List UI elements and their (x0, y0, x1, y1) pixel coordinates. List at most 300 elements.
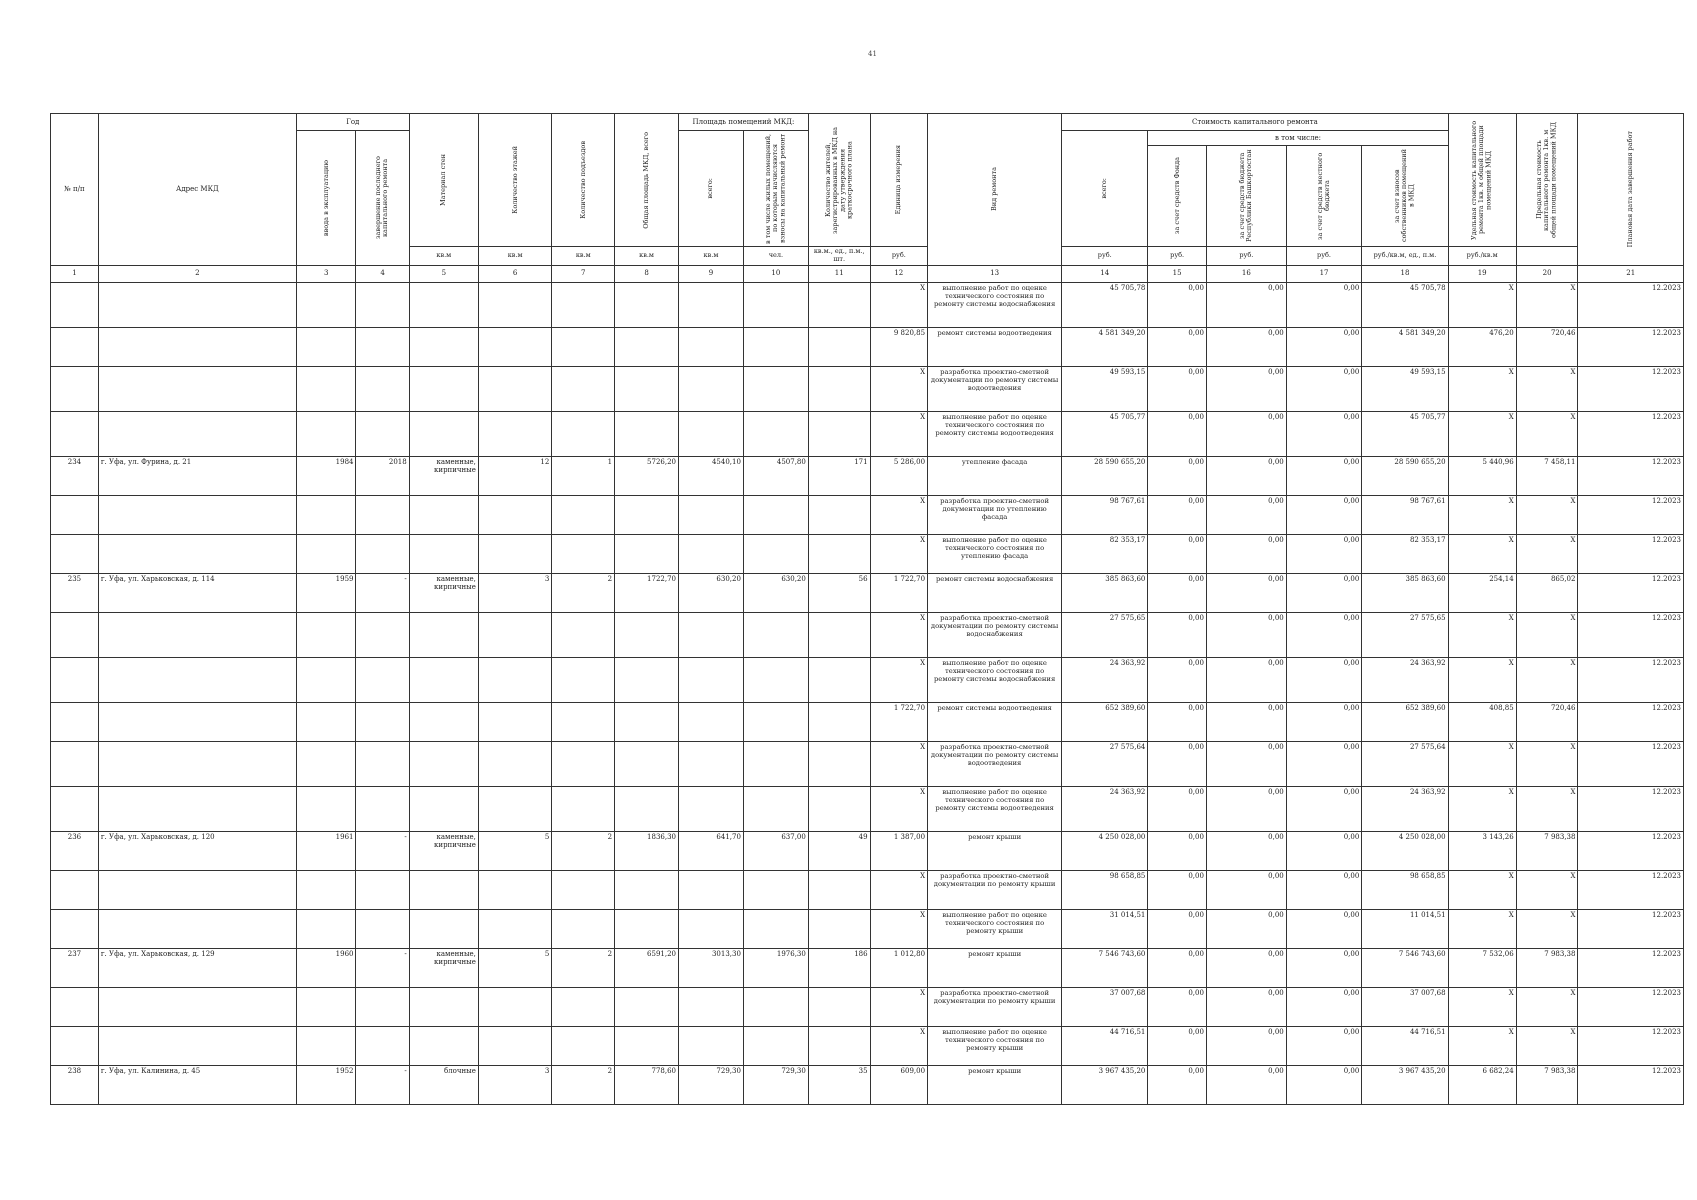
cost-republic-cell: 0,00 (1206, 612, 1286, 657)
wall-material-cell (409, 282, 478, 327)
wall-material-cell: каменные, кирпичные (409, 831, 478, 870)
cost-fund-cell: 0,00 (1148, 657, 1207, 702)
year-commission-cell (296, 1026, 356, 1065)
table-row (51, 948, 1684, 987)
deadline-cell: 12.2023 (1578, 366, 1684, 411)
unit-cost-cell: 3 143,26 (1448, 831, 1516, 870)
unit-quantity-cell: X (870, 1026, 927, 1065)
cost-total-cell: 3 967 435,20 (1062, 1065, 1148, 1104)
deadline-cell: 12.2023 (1578, 948, 1684, 987)
table-body (51, 265, 1684, 1104)
cost-total-cell: 7 546 743,60 (1062, 948, 1148, 987)
deadline-cell: 12.2023 (1578, 909, 1684, 948)
cost-local-cell: 0,00 (1286, 534, 1362, 573)
row-number-cell (51, 870, 99, 909)
limit-cost-cell: 720,46 (1516, 327, 1578, 366)
limit-cost-cell: X (1516, 741, 1578, 786)
address-cell (98, 282, 296, 327)
address-cell: г. Уфа, ул. Харьковская, д. 129 (98, 948, 296, 987)
cost-owners-cell: 82 353,17 (1362, 534, 1448, 573)
table-row (51, 702, 1684, 741)
address-cell: г. Уфа, ул. Калинина, д. 45 (98, 1065, 296, 1104)
year-commission-cell: 1984 (296, 456, 356, 495)
year-last-repair-cell (356, 870, 409, 909)
floors-cell (478, 909, 551, 948)
cost-fund-cell: 0,00 (1148, 702, 1207, 741)
year-commission-cell (296, 987, 356, 1026)
unit-quantity-cell: X (870, 741, 927, 786)
total-area-cell (615, 1026, 679, 1065)
floors-cell: 5 (478, 948, 551, 987)
unit-quantity-cell: X (870, 987, 927, 1026)
deadline-cell: 12.2023 (1578, 411, 1684, 456)
cost-fund-cell: 0,00 (1148, 870, 1207, 909)
year-commission-cell: 1952 (296, 1065, 356, 1104)
floors-cell (478, 1026, 551, 1065)
cost-local-cell: 0,00 (1286, 948, 1362, 987)
living-area-cell: 637,00 (743, 831, 808, 870)
limit-cost-cell: X (1516, 1026, 1578, 1065)
cost-fund-cell: 0,00 (1148, 456, 1207, 495)
year-last-repair-cell (356, 411, 409, 456)
column-number: 16 (1206, 265, 1286, 282)
work-type-cell: выполнение работ по оценке технического состояния по ремонту крыши (928, 909, 1062, 948)
limit-cost-cell: X (1516, 411, 1578, 456)
cost-owners-cell: 4 250 028,00 (1362, 831, 1448, 870)
residents-cell (808, 534, 870, 573)
living-area-cell (743, 282, 808, 327)
residents-cell (808, 657, 870, 702)
year-last-repair-cell (356, 282, 409, 327)
cost-local-cell: 0,00 (1286, 495, 1362, 534)
limit-cost-cell: X (1516, 657, 1578, 702)
unit-quantity-cell: X (870, 657, 927, 702)
table-row (51, 282, 1684, 327)
wall-material-cell (409, 870, 478, 909)
wall-material-cell (409, 786, 478, 831)
unit-cell: кв.м (615, 247, 679, 266)
address-cell (98, 870, 296, 909)
header-cost-local: за счет средств местного бюджета (1286, 146, 1362, 247)
entrances-cell (552, 909, 615, 948)
unit-cell: руб. (1148, 247, 1207, 266)
header-premises-living: в том числе жилых помещений, по которым начисляются взносы на капитальный ремонт (743, 131, 808, 247)
address-cell: г. Уфа, ул. Фурина, д. 21 (98, 456, 296, 495)
wall-material-cell (409, 1026, 478, 1065)
premises-area-cell (679, 366, 744, 411)
cost-republic-cell: 0,00 (1206, 948, 1286, 987)
column-number: 2 (98, 265, 296, 282)
year-last-repair-cell (356, 909, 409, 948)
year-commission-cell (296, 366, 356, 411)
unit-quantity-cell: X (870, 411, 927, 456)
entrances-cell (552, 741, 615, 786)
entrances-cell (552, 1026, 615, 1065)
address-cell (98, 702, 296, 741)
header-year-group: Год (296, 114, 409, 131)
total-area-cell (615, 702, 679, 741)
living-area-cell (743, 495, 808, 534)
residents-cell (808, 612, 870, 657)
cost-local-cell: 0,00 (1286, 786, 1362, 831)
table-row (51, 786, 1684, 831)
total-area-cell (615, 534, 679, 573)
floors-cell: 3 (478, 573, 551, 612)
cost-fund-cell: 0,00 (1148, 282, 1207, 327)
floors-cell: 5 (478, 831, 551, 870)
unit-quantity-cell: X (870, 534, 927, 573)
cost-local-cell: 0,00 (1286, 870, 1362, 909)
page-number: 41 (868, 50, 877, 58)
header-residents: Количество жителей, зарегистрированных в МКД на дату утверждения краткосрочного плана (808, 114, 870, 247)
address-cell (98, 1026, 296, 1065)
floors-cell (478, 870, 551, 909)
floors-cell: 12 (478, 456, 551, 495)
living-area-cell (743, 909, 808, 948)
header-cost-fund: за счет средств Фонда (1148, 146, 1207, 247)
work-type-cell: разработка проектно-сметной документации по утеплению фасада (928, 495, 1062, 534)
unit-cost-cell: X (1448, 909, 1516, 948)
wall-material-cell (409, 987, 478, 1026)
floors-cell (478, 987, 551, 1026)
row-number-cell (51, 987, 99, 1026)
year-commission-cell (296, 741, 356, 786)
table-header (51, 114, 1684, 266)
year-last-repair-cell: - (356, 1065, 409, 1104)
premises-area-cell (679, 909, 744, 948)
unit-cost-cell: X (1448, 741, 1516, 786)
floors-cell (478, 366, 551, 411)
unit-cost-cell: 476,20 (1448, 327, 1516, 366)
cost-owners-cell: 44 716,51 (1362, 1026, 1448, 1065)
premises-area-cell (679, 495, 744, 534)
cost-fund-cell: 0,00 (1148, 831, 1207, 870)
total-area-cell (615, 495, 679, 534)
entrances-cell: 2 (552, 831, 615, 870)
residents-cell: 186 (808, 948, 870, 987)
wall-material-cell (409, 327, 478, 366)
entrances-cell (552, 657, 615, 702)
address-cell (98, 534, 296, 573)
residents-cell (808, 786, 870, 831)
header-num: № п/п (51, 114, 99, 266)
unit-cost-cell: X (1448, 411, 1516, 456)
year-last-repair-cell (356, 702, 409, 741)
table-row (51, 573, 1684, 612)
cost-owners-cell: 24 363,92 (1362, 786, 1448, 831)
total-area-cell (615, 870, 679, 909)
cost-republic-cell: 0,00 (1206, 870, 1286, 909)
year-commission-cell: 1961 (296, 831, 356, 870)
address-cell (98, 495, 296, 534)
wall-material-cell: блочные (409, 1065, 478, 1104)
header-premises-total: всего: (679, 131, 744, 247)
row-number-cell (51, 657, 99, 702)
unit-cell: чел. (743, 247, 808, 266)
row-number-cell (51, 612, 99, 657)
header-including: в том числе: (1148, 131, 1448, 146)
premises-area-cell (679, 786, 744, 831)
row-number-cell (51, 366, 99, 411)
total-area-cell (615, 909, 679, 948)
unit-quantity-cell: X (870, 909, 927, 948)
year-last-repair-cell (356, 987, 409, 1026)
table-row (51, 366, 1684, 411)
living-area-cell (743, 411, 808, 456)
cost-total-cell: 27 575,64 (1062, 741, 1148, 786)
cost-total-cell: 28 590 655,20 (1062, 456, 1148, 495)
header-wall: Материал стен (409, 114, 478, 247)
floors-cell (478, 741, 551, 786)
cost-fund-cell: 0,00 (1148, 786, 1207, 831)
unit-cost-cell: 7 532,06 (1448, 948, 1516, 987)
unit-cost-cell: 408,85 (1448, 702, 1516, 741)
cost-fund-cell: 0,00 (1148, 573, 1207, 612)
cost-total-cell: 27 575,65 (1062, 612, 1148, 657)
entrances-cell: 2 (552, 948, 615, 987)
floors-cell (478, 282, 551, 327)
unit-quantity-cell: X (870, 282, 927, 327)
cost-local-cell: 0,00 (1286, 741, 1362, 786)
work-type-cell: разработка проектно-сметной документации по ремонту крыши (928, 870, 1062, 909)
address-cell (98, 411, 296, 456)
total-area-cell: 1722,70 (615, 573, 679, 612)
wall-material-cell (409, 366, 478, 411)
cost-republic-cell: 0,00 (1206, 573, 1286, 612)
table-row (51, 411, 1684, 456)
unit-cost-cell: X (1448, 657, 1516, 702)
unit-cell: кв.м (552, 247, 615, 266)
cost-fund-cell: 0,00 (1148, 495, 1207, 534)
deadline-cell: 12.2023 (1578, 1026, 1684, 1065)
cost-total-cell: 45 705,77 (1062, 411, 1148, 456)
table-row (51, 327, 1684, 366)
residents-cell: 56 (808, 573, 870, 612)
residents-cell (808, 366, 870, 411)
residents-cell (808, 495, 870, 534)
unit-cost-cell: X (1448, 870, 1516, 909)
floors-cell (478, 534, 551, 573)
cost-owners-cell: 652 389,60 (1362, 702, 1448, 741)
total-area-cell: 1836,30 (615, 831, 679, 870)
work-type-cell: выполнение работ по оценке технического состояния по ремонту системы водоотведения (928, 786, 1062, 831)
cost-total-cell: 49 593,15 (1062, 366, 1148, 411)
row-number-cell (51, 786, 99, 831)
cost-owners-cell: 45 705,77 (1362, 411, 1448, 456)
premises-area-cell: 3013,30 (679, 948, 744, 987)
deadline-cell: 12.2023 (1578, 870, 1684, 909)
year-last-repair-cell (356, 612, 409, 657)
unit-quantity-cell: 1 387,00 (870, 831, 927, 870)
cost-fund-cell: 0,00 (1148, 741, 1207, 786)
living-area-cell (743, 534, 808, 573)
limit-cost-cell: X (1516, 909, 1578, 948)
cost-owners-cell: 27 575,65 (1362, 612, 1448, 657)
cost-local-cell: 0,00 (1286, 657, 1362, 702)
year-last-repair-cell (356, 786, 409, 831)
unit-cost-cell: X (1448, 612, 1516, 657)
address-cell (98, 786, 296, 831)
floors-cell (478, 327, 551, 366)
limit-cost-cell: 865,02 (1516, 573, 1578, 612)
living-area-cell: 630,20 (743, 573, 808, 612)
cost-local-cell: 0,00 (1286, 702, 1362, 741)
cost-total-cell: 24 363,92 (1062, 657, 1148, 702)
living-area-cell (743, 786, 808, 831)
total-area-cell (615, 657, 679, 702)
living-area-cell (743, 657, 808, 702)
unit-quantity-cell: 5 286,00 (870, 456, 927, 495)
deadline-cell: 12.2023 (1578, 741, 1684, 786)
wall-material-cell (409, 612, 478, 657)
premises-area-cell: 641,70 (679, 831, 744, 870)
year-last-repair-cell (356, 741, 409, 786)
unit-cost-cell: X (1448, 282, 1516, 327)
column-number: 4 (356, 265, 409, 282)
entrances-cell (552, 366, 615, 411)
cost-total-cell: 98 767,61 (1062, 495, 1148, 534)
cost-owners-cell: 27 575,64 (1362, 741, 1448, 786)
work-type-cell: разработка проектно-сметной документации по ремонту крыши (928, 987, 1062, 1026)
living-area-cell: 729,30 (743, 1065, 808, 1104)
header-limit-cost: Предельная стоимость капитального ремонта 1кв. м общей площади помещений МКД (1516, 114, 1578, 247)
premises-area-cell (679, 702, 744, 741)
cost-owners-cell: 4 581 349,20 (1362, 327, 1448, 366)
row-number-cell (51, 534, 99, 573)
limit-cost-cell: X (1516, 612, 1578, 657)
total-area-cell: 6591,20 (615, 948, 679, 987)
limit-cost-cell: X (1516, 987, 1578, 1026)
table-row (51, 1026, 1684, 1065)
work-type-cell: ремонт системы водоотведения (928, 702, 1062, 741)
wall-material-cell (409, 411, 478, 456)
cost-republic-cell: 0,00 (1206, 411, 1286, 456)
column-number: 11 (808, 265, 870, 282)
work-type-cell: ремонт системы водоснабжения (928, 573, 1062, 612)
premises-area-cell (679, 534, 744, 573)
cost-owners-cell: 37 007,68 (1362, 987, 1448, 1026)
living-area-cell (743, 741, 808, 786)
cost-owners-cell: 24 363,92 (1362, 657, 1448, 702)
year-last-repair-cell: - (356, 573, 409, 612)
entrances-cell (552, 612, 615, 657)
total-area-cell (615, 327, 679, 366)
total-area-cell (615, 786, 679, 831)
year-last-repair-cell (356, 366, 409, 411)
year-commission-cell (296, 909, 356, 948)
table-row (51, 741, 1684, 786)
cost-local-cell: 0,00 (1286, 282, 1362, 327)
year-last-repair-cell (356, 495, 409, 534)
address-cell (98, 909, 296, 948)
year-commission-cell (296, 411, 356, 456)
year-commission-cell (296, 282, 356, 327)
row-number-cell (51, 1026, 99, 1065)
column-number: 13 (928, 265, 1062, 282)
limit-cost-cell: 720,46 (1516, 702, 1578, 741)
limit-cost-cell: X (1516, 366, 1578, 411)
header-address: Адрес МКД (98, 114, 296, 266)
unit-cost-cell: X (1448, 366, 1516, 411)
cost-total-cell: 24 363,92 (1062, 786, 1148, 831)
total-area-cell (615, 987, 679, 1026)
header-entrances: Количество подъездов (552, 114, 615, 247)
cost-republic-cell: 0,00 (1206, 657, 1286, 702)
column-number: 5 (409, 265, 478, 282)
unit-cost-cell: X (1448, 1026, 1516, 1065)
premises-area-cell (679, 612, 744, 657)
cost-local-cell: 0,00 (1286, 573, 1362, 612)
unit-cell: руб. (1206, 247, 1286, 266)
premises-area-cell (679, 741, 744, 786)
wall-material-cell (409, 657, 478, 702)
header-floors: Количество этажей (478, 114, 551, 247)
address-cell (98, 366, 296, 411)
cost-local-cell: 0,00 (1286, 909, 1362, 948)
header-total-area: Общая площадь МКД, всего (615, 114, 679, 247)
work-type-cell: выполнение работ по оценке технического состояния по утеплению фасада (928, 534, 1062, 573)
total-area-cell (615, 741, 679, 786)
cost-total-cell: 37 007,68 (1062, 987, 1148, 1026)
year-last-repair-cell: 2018 (356, 456, 409, 495)
year-last-repair-cell (356, 657, 409, 702)
unit-quantity-cell: 1 012,80 (870, 948, 927, 987)
table-row (51, 456, 1684, 495)
wall-material-cell: каменные, кирпичные (409, 948, 478, 987)
unit-cell: руб. (1286, 247, 1362, 266)
deadline-cell: 12.2023 (1578, 987, 1684, 1026)
living-area-cell (743, 327, 808, 366)
residents-cell (808, 282, 870, 327)
cost-fund-cell: 0,00 (1148, 411, 1207, 456)
table-row (51, 534, 1684, 573)
floors-cell (478, 786, 551, 831)
work-type-cell: выполнение работ по оценке технического состояния по ремонту системы водоотведения (928, 411, 1062, 456)
row-number-cell (51, 282, 99, 327)
cost-total-cell: 98 658,85 (1062, 870, 1148, 909)
wall-material-cell (409, 534, 478, 573)
wall-material-cell: каменные, кирпичные (409, 573, 478, 612)
cost-local-cell: 0,00 (1286, 411, 1362, 456)
premises-area-cell (679, 987, 744, 1026)
total-area-cell (615, 366, 679, 411)
deadline-cell: 12.2023 (1578, 456, 1684, 495)
floors-cell (478, 411, 551, 456)
row-number-cell (51, 327, 99, 366)
limit-cost-cell: X (1516, 495, 1578, 534)
row-number-cell (51, 495, 99, 534)
premises-area-cell: 729,30 (679, 1065, 744, 1104)
year-commission-cell (296, 702, 356, 741)
table-row (51, 1065, 1684, 1104)
premises-area-cell (679, 657, 744, 702)
cost-local-cell: 0,00 (1286, 612, 1362, 657)
cost-republic-cell: 0,00 (1206, 786, 1286, 831)
limit-cost-cell: X (1516, 870, 1578, 909)
cost-owners-cell: 385 863,60 (1362, 573, 1448, 612)
header-cost-owners: за счет взносов собственников помещений в МКД (1362, 146, 1448, 247)
unit-cell: кв.м., ед., п.м., шт. (808, 247, 870, 266)
column-numbers-row (51, 265, 1684, 282)
entrances-cell (552, 411, 615, 456)
deadline-cell: 12.2023 (1578, 831, 1684, 870)
entrances-cell (552, 870, 615, 909)
unit-cost-cell: X (1448, 786, 1516, 831)
unit-quantity-cell: X (870, 612, 927, 657)
unit-quantity-cell: 1 722,70 (870, 573, 927, 612)
entrances-cell: 2 (552, 573, 615, 612)
year-commission-cell: 1960 (296, 948, 356, 987)
